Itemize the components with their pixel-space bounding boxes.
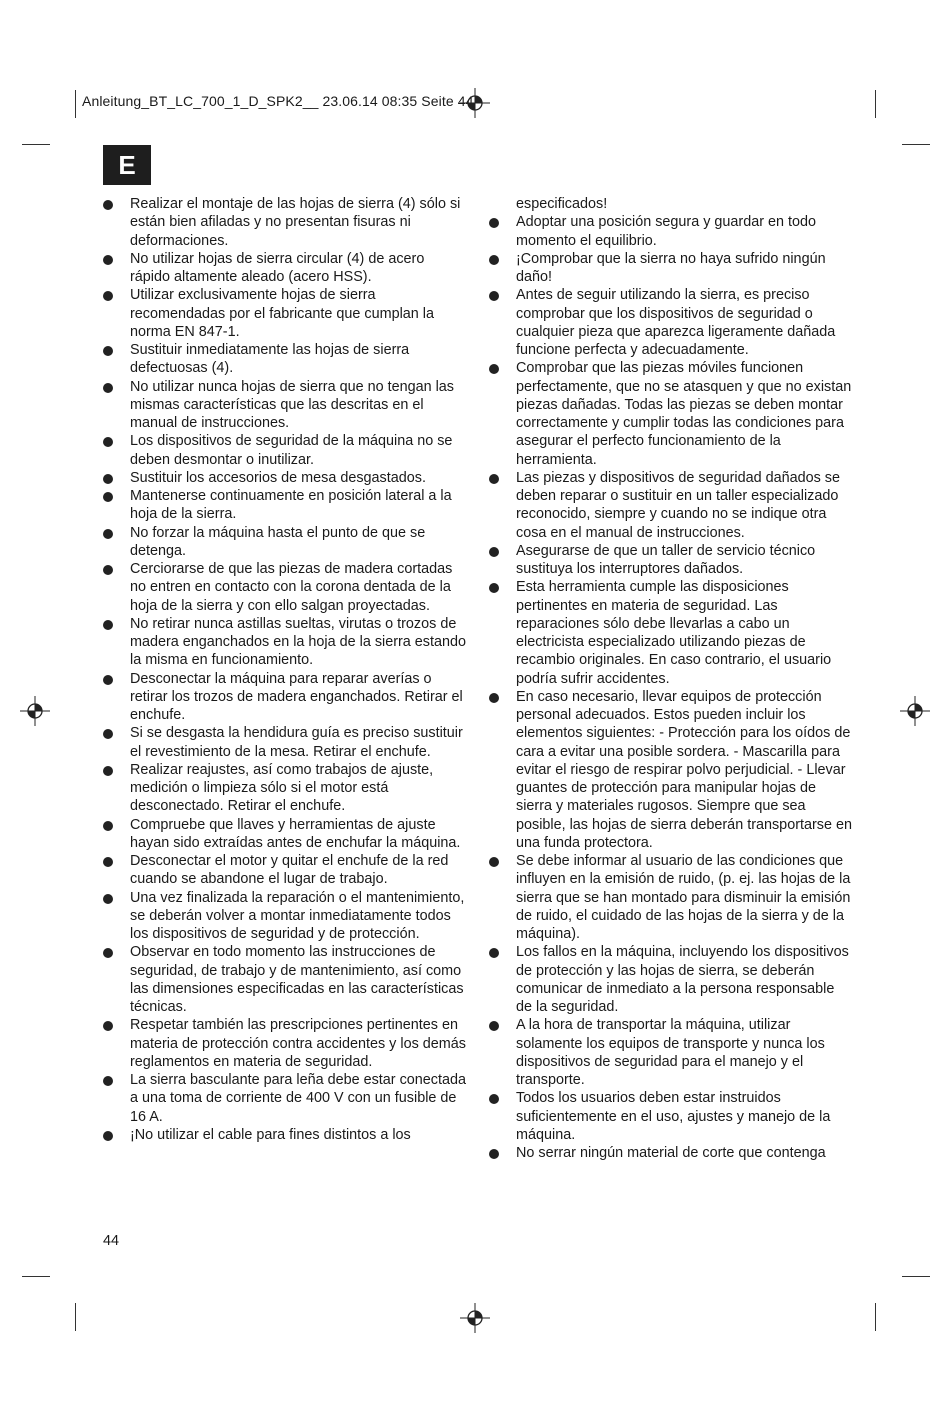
language-tab: E bbox=[103, 145, 151, 185]
list-item: Los fallos en la máquina, incluyendo los dispositivos de protección y las hojas de sierra, se deberán comunicar de inmediato a la persona responsable de la seguridad. bbox=[489, 943, 854, 1016]
file-info-header: Anleitung_BT_LC_700_1_D_SPK2__ 23.06.14 08:35 Seite 44 bbox=[82, 93, 474, 109]
crop-mark bbox=[22, 144, 50, 145]
bullet-icon bbox=[103, 821, 113, 831]
bullet-icon bbox=[489, 583, 499, 593]
list-item: Esta herramienta cumple las disposiciones pertinentes en materia de seguridad. Las reparaciones sólo debe llevarlas a cabo un electricista especializado utilizando piezas de recambio originales. En caso contrario, el usuario podría sufrir accidentes. bbox=[489, 578, 854, 688]
bullet-icon bbox=[489, 948, 499, 958]
bullet-icon bbox=[103, 1076, 113, 1086]
bullet-icon bbox=[103, 620, 113, 630]
list-item: No forzar la máquina hasta el punto de que se detenga. bbox=[103, 524, 468, 561]
list-item: La sierra basculante para leña debe estar conectada a una toma de corriente de 400 V con un fusible de 16 A. bbox=[103, 1071, 468, 1126]
list-item: ¡No utilizar el cable para fines distintos a los bbox=[103, 1126, 468, 1144]
registration-mark-icon bbox=[460, 1303, 490, 1333]
list-item: No utilizar nunca hojas de sierra que no tengan las mismas características que las descritas en el manual de instrucciones. bbox=[103, 378, 468, 433]
bullet-icon bbox=[103, 857, 113, 867]
registration-mark-icon bbox=[900, 696, 930, 726]
list-item: Las piezas y dispositivos de seguridad dañados se deben reparar o sustituir en un taller especializado reconocido, siempre y cuando no se indique otra cosa en el manual de instrucciones. bbox=[489, 469, 854, 542]
right-column bbox=[489, 195, 854, 1162]
page-number: 44 bbox=[103, 1233, 120, 1249]
list-item: Cerciorarse de que las piezas de madera cortadas no entren en contacto con la corona dentada de la hoja de la sierra y con ello salgan proyectadas. bbox=[103, 560, 468, 615]
bullet-icon bbox=[489, 1094, 499, 1104]
crop-mark bbox=[75, 1303, 76, 1331]
bullet-icon bbox=[103, 200, 113, 210]
bullet-icon bbox=[103, 766, 113, 776]
list-item: En caso necesario, llevar equipos de protección personal adecuados. Estos pueden incluir los elementos siguientes: - Protección para los oídos de cara a evitar una posible sordera. - Mascarilla para evitar el riesgo de respirar polvo perjudicial. - Llevar guantes de protección para manipular hojas de sierra y materiales rugosos. Siempre que sea posible, las hojas de sierra deberán transportarse en una funda protectora. bbox=[489, 688, 854, 852]
list-item: Asegurarse de que un taller de servicio técnico sustituya los interruptores dañados. bbox=[489, 542, 854, 579]
list-item: No utilizar hojas de sierra circular (4) de acero rápido altamente aleado (acero HSS). bbox=[103, 250, 468, 287]
registration-mark-icon bbox=[20, 696, 50, 726]
registration-mark-icon bbox=[460, 88, 490, 118]
list-item: Desconectar la máquina para reparar averías o retirar los trozos de madera enganchados. Retirar el enchufe. bbox=[103, 670, 468, 725]
list-item: Se debe informar al usuario de las condiciones que influyen en la emisión de ruido, (p. ej. las hojas de la sierra que se han montado para disminuir la emisión de ruido, el cuidado de las hojas de la sierra y de la máquina). bbox=[489, 852, 854, 943]
list-item: Antes de seguir utilizando la sierra, es preciso comprobar que los dispositivos de seguridad o cualquier pieza que aparezca ligeramente dañada funcione perfecta y adecuadamente. bbox=[489, 286, 854, 359]
list-item: Adoptar una posición segura y guardar en todo momento el equilibrio. bbox=[489, 213, 854, 250]
list-item: Si se desgasta la hendidura guía es preciso sustituir el revestimiento de la mesa. Retirar el enchufe. bbox=[103, 724, 468, 761]
bullet-icon bbox=[489, 218, 499, 228]
list-item: Todos los usuarios deben estar instruidos suficientemente en el uso, ajustes y manejo de la máquina. bbox=[489, 1089, 854, 1144]
list-item: No serrar ningún material de corte que contenga bbox=[489, 1144, 854, 1162]
list-item: Desconectar el motor y quitar el enchufe de la red cuando se abandone el lugar de trabajo. bbox=[103, 852, 468, 889]
bullet-icon bbox=[103, 565, 113, 575]
list-item: Utilizar exclusivamente hojas de sierra recomendadas por el fabricante que cumplan la norma EN 847-1. bbox=[103, 286, 468, 341]
bullet-icon bbox=[103, 1131, 113, 1141]
list-item: No retirar nunca astillas sueltas, virutas o trozos de madera enganchados en la hoja de la sierra estando la misma en funcionamiento. bbox=[103, 615, 468, 670]
list-item: Mantenerse continuamente en posición lateral a la hoja de la sierra. bbox=[103, 487, 468, 524]
bullet-icon bbox=[489, 1021, 499, 1031]
bullet-icon bbox=[489, 474, 499, 484]
bullet-icon bbox=[103, 346, 113, 356]
bullet-icon bbox=[103, 894, 113, 904]
bullet-icon bbox=[489, 693, 499, 703]
bullet-icon bbox=[103, 948, 113, 958]
crop-mark bbox=[22, 1276, 50, 1277]
bullet-icon bbox=[489, 1149, 499, 1159]
crop-mark bbox=[75, 90, 76, 118]
bullet-icon bbox=[103, 474, 113, 484]
crop-mark bbox=[902, 144, 930, 145]
bullet-icon bbox=[103, 492, 113, 502]
list-item: Compruebe que llaves y herramientas de ajuste hayan sido extraídas antes de enchufar la máquina. bbox=[103, 816, 468, 853]
list-item: Sustituir inmediatamente las hojas de sierra defectuosas (4). bbox=[103, 341, 468, 378]
bullet-icon bbox=[103, 437, 113, 447]
list-item: Respetar también las prescripciones pertinentes en materia de protección contra accidentes y los demás reglamentos en materia de seguridad. bbox=[103, 1016, 468, 1071]
bullet-icon bbox=[103, 729, 113, 739]
bullet-icon bbox=[489, 255, 499, 265]
bullet-icon bbox=[103, 383, 113, 393]
continuation-text: especificados! bbox=[516, 196, 608, 212]
left-column bbox=[103, 195, 468, 1144]
bullet-icon bbox=[489, 364, 499, 374]
list-item: Una vez finalizada la reparación o el mantenimiento, se deberán volver a montar inmediatamente todos los dispositivos de seguridad y de protección. bbox=[103, 889, 468, 944]
bullet-icon bbox=[103, 255, 113, 265]
bullet-icon bbox=[103, 1021, 113, 1031]
bullet-icon bbox=[103, 675, 113, 685]
crop-mark bbox=[875, 1303, 876, 1331]
list-item: Comprobar que las piezas móviles funcionen perfectamente, que no se atasquen y que no existan piezas dañadas. Todas las piezas se deben montar correctamente y cumplir todas las condiciones para asegurar el perfecto funcionamiento de la herramienta. bbox=[489, 359, 854, 469]
bullet-icon bbox=[103, 291, 113, 301]
list-item: Sustituir los accesorios de mesa desgastados. bbox=[103, 469, 468, 487]
list-item: Realizar el montaje de las hojas de sierra (4) sólo si están bien afiladas y no presentan fisuras ni deformaciones. bbox=[103, 195, 468, 250]
list-item: Realizar reajustes, así como trabajos de ajuste, medición o limpieza sólo si el motor está desconectado. Retirar el enchufe. bbox=[103, 761, 468, 816]
list-item: ¡Comprobar que la sierra no haya sufrido ningún daño! bbox=[489, 250, 854, 287]
list-item: Los dispositivos de seguridad de la máquina no se deben desmontar o inutilizar. bbox=[103, 432, 468, 469]
crop-mark bbox=[875, 90, 876, 118]
bullet-icon bbox=[489, 291, 499, 301]
list-item: A la hora de transportar la máquina, utilizar solamente los equipos de transporte y nunca los dispositivos de seguridad para el manejo y el transporte. bbox=[489, 1016, 854, 1089]
bullet-icon bbox=[103, 529, 113, 539]
bullet-icon bbox=[489, 857, 499, 867]
crop-mark bbox=[902, 1276, 930, 1277]
list-item: Observar en todo momento las instrucciones de seguridad, de trabajo y de mantenimiento, así como las dimensiones especificadas en las características técnicas. bbox=[103, 943, 468, 1016]
bullet-icon bbox=[489, 547, 499, 557]
